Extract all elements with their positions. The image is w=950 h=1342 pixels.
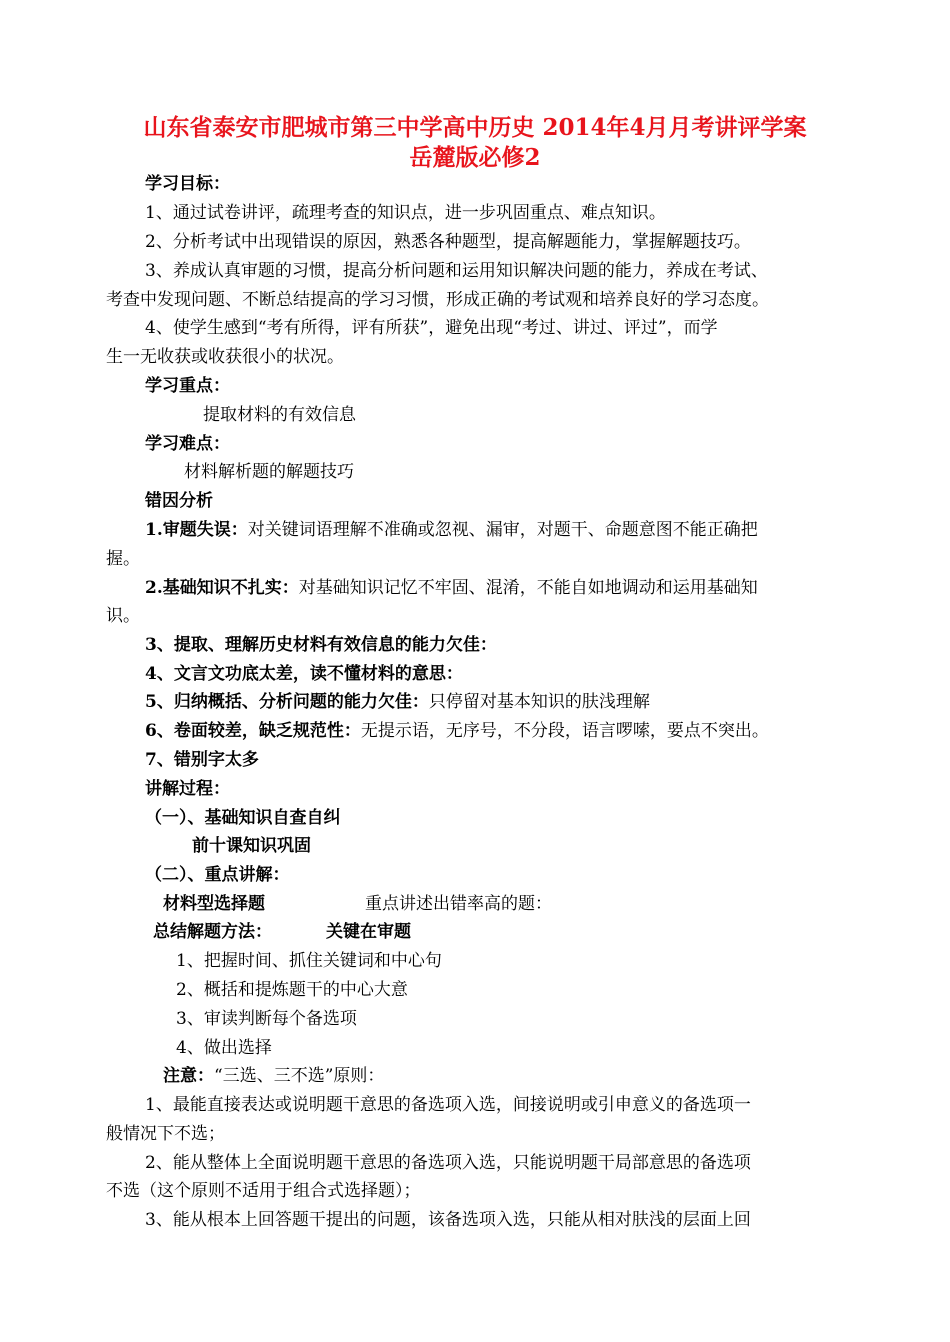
material-question-label: 材料型选择题: [163, 894, 265, 914]
method-label: 总结解题方法：: [153, 922, 272, 942]
rule-1-line-2: 般情况下不选；: [106, 1124, 225, 1144]
rule-3-line-1: 3、能从根本上回答题干提出的问题，该备选项入选，只能从相对肤浅的层面上回: [145, 1210, 751, 1230]
document-title-line-1: 山东省泰安市肥城市第三中学高中历史 2014年4月月考讲评学案: [143, 114, 807, 141]
goal-1: 1、通过试卷讲评，疏理考查的知识点，进一步巩固重点、难点知识。: [145, 203, 666, 223]
error-5-label: 5、归纳概括、分析问题的能力欠佳：: [145, 692, 429, 712]
goal-3-line-1: 3、养成认真审题的习惯，提高分析问题和运用知识解决问题的能力，养成在考试、: [145, 261, 768, 281]
difficulty-heading: 学习难点：: [145, 434, 230, 454]
goal-4-line-1: 4、使学生感到“考有所得，评有所获”，避免出现“考过、讲过、评过”，而学: [145, 318, 718, 338]
part-1-heading: （一）、基础知识自查自纠: [145, 808, 341, 828]
error-3: 3、提取、理解历史材料有效信息的能力欠佳：: [145, 635, 497, 655]
step-4: 4、做出选择: [176, 1038, 272, 1058]
material-question-text: 重点讲述出错率高的题：: [365, 894, 552, 914]
goal-2: 2、分析考试中出现错误的原因，熟悉各种题型，提高解题能力，掌握解题技巧。: [145, 232, 751, 252]
error-1-label: 1.审题失误：: [145, 520, 248, 540]
error-2: [145, 576, 758, 600]
part-1-text: 前十课知识巩固: [192, 836, 311, 856]
step-2: 2、概括和提炼题干的中心大意: [176, 980, 408, 1000]
goal-4-line-2: 生一无收获或收获很小的状况。: [106, 347, 344, 367]
note-label: 注意：: [163, 1066, 214, 1086]
error-2-continuation: 识。: [106, 606, 140, 626]
error-4: 4、文言文功底太差，读不懂材料的意思：: [145, 664, 463, 684]
rule-1-line-1: 1、最能直接表达或说明题干意思的备选项入选，间接说明或引申意义的备选项一: [145, 1095, 751, 1115]
method-key: 关键在审题: [326, 922, 411, 942]
error-5: [145, 690, 650, 714]
error-5-text: 只停留对基本知识的肤浅理解: [428, 692, 650, 712]
note-text: “三选、三不选”原则：: [214, 1066, 385, 1086]
goals-heading: 学习目标：: [145, 174, 230, 194]
error-6-label: 6、卷面较差，缺乏规范性：: [145, 721, 361, 741]
error-1-text: 对关键词语理解不准确或忽视、漏审，对题干、命题意图不能正确把: [247, 520, 758, 540]
document-title-line-2: 岳麓版必修2: [409, 144, 541, 171]
error-2-label: 2.基础知识不扎实：: [145, 578, 299, 598]
step-3: 3、审读判断每个备选项: [176, 1009, 357, 1029]
error-6-text: 无提示语，无序号，不分段，语言啰嗦，要点不突出。: [360, 721, 769, 741]
error-analysis-heading: 错因分析: [145, 491, 213, 511]
rule-2-line-2: 不选（这个原则不适用于组合式选择题）；: [106, 1181, 421, 1201]
goal-3-line-2: 考查中发现问题、不断总结提高的学习习惯，形成正确的考试观和培养良好的学习态度。: [106, 290, 769, 310]
note: [163, 1064, 384, 1088]
part-2-heading: （二）、重点讲解：: [145, 865, 290, 885]
error-7: 7、错别字太多: [145, 750, 259, 770]
rule-2-line-1: 2、能从整体上全面说明题干意思的备选项入选，只能说明题干局部意思的备选项: [145, 1153, 751, 1173]
process-heading: 讲解过程：: [145, 779, 230, 799]
error-2-text: 对基础知识记忆不牢固、混淆，不能自如地调动和运用基础知: [298, 578, 758, 598]
difficulty-text: 材料解析题的解题技巧: [184, 462, 354, 482]
error-1-continuation: 握。: [106, 549, 140, 569]
step-1: 1、把握时间、抓住关键词和中心句: [176, 951, 442, 971]
error-6: [145, 719, 769, 743]
key-point-heading: 学习重点：: [145, 376, 230, 396]
error-1: [145, 518, 758, 542]
key-point-text: 提取材料的有效信息: [203, 405, 356, 425]
